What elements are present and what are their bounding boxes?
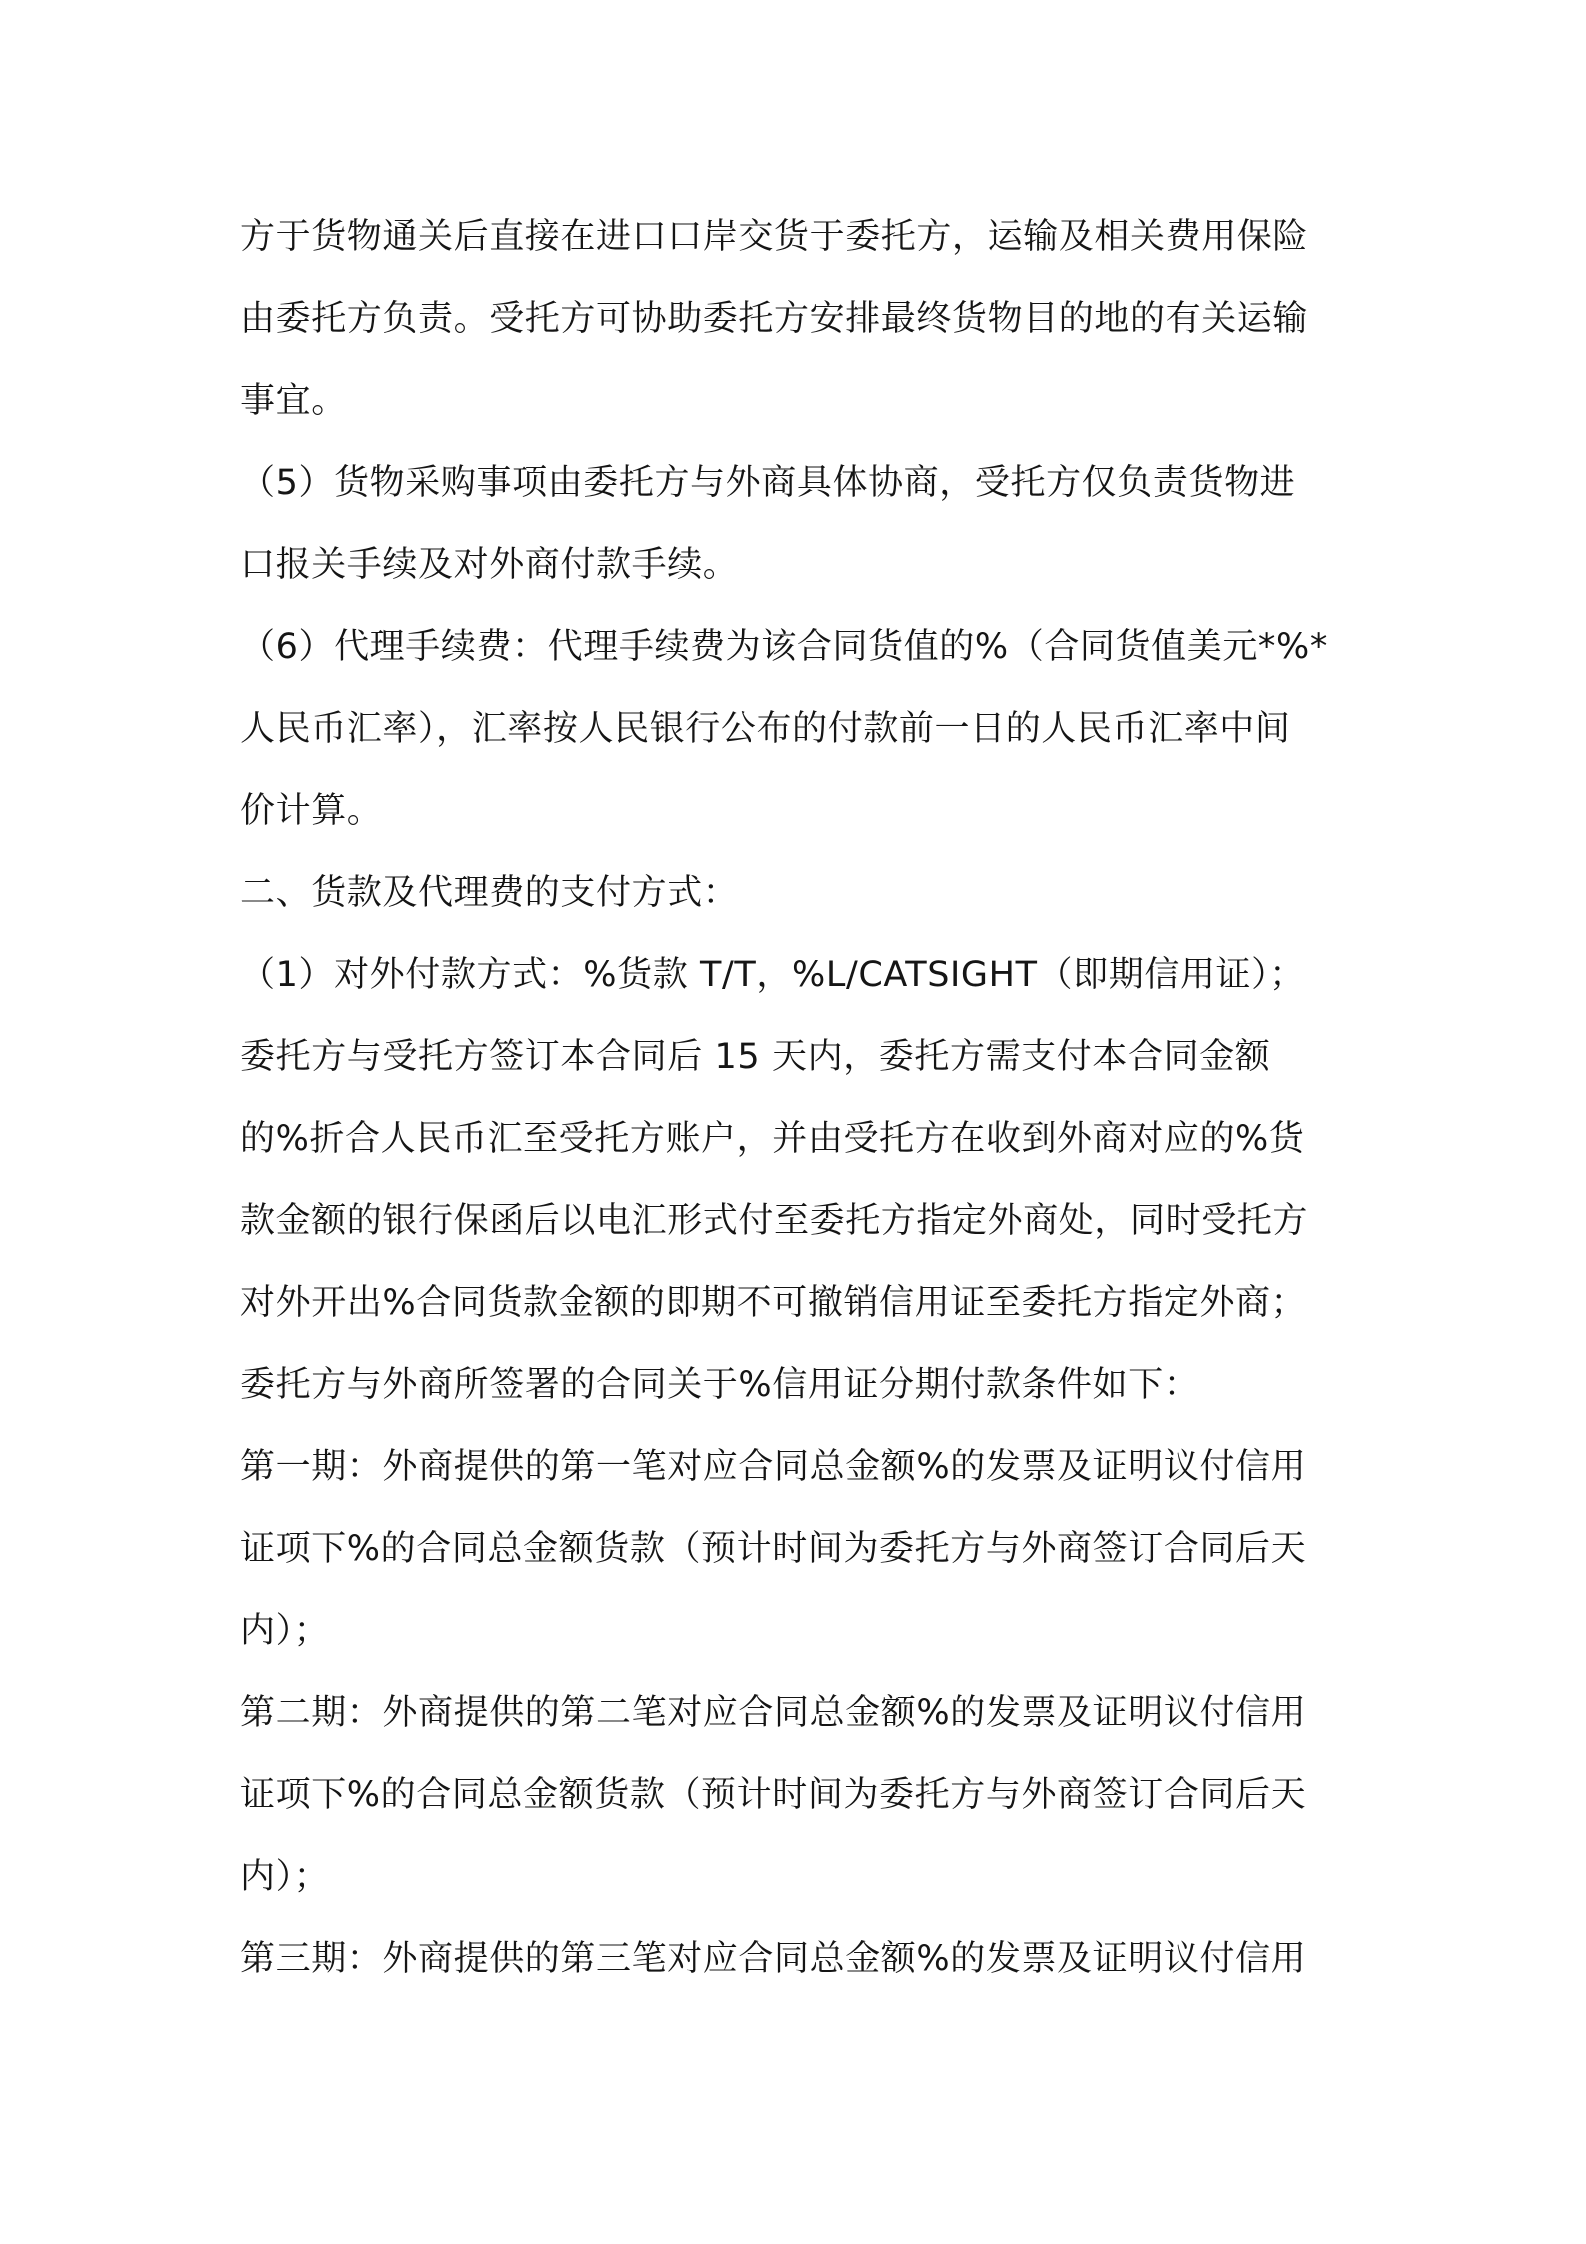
text-line: 对外开出%合同货款金额的即期不可撤销信用证至委托方指定外商； <box>240 1283 1307 1323</box>
section-heading: 二、货款及代理费的支付方式： <box>240 873 739 913</box>
text-line: 内）； <box>240 1611 330 1651</box>
text-line: 第一期：外商提供的第一笔对应合同总金额%的发票及证明议付信用 <box>240 1447 1307 1487</box>
text-line: 的%折合人民币汇至受托方账户，并由受托方在收到外商对应的%货 <box>240 1119 1305 1159</box>
text-line: 款金额的银行保函后以电汇形式付至委托方指定外商处，同时受托方 <box>240 1201 1309 1241</box>
text-line: 事宜。 <box>240 381 347 421</box>
text-line: 委托方与外商所签署的合同关于%信用证分期付款条件如下： <box>240 1365 1200 1405</box>
text-line: 价计算。 <box>240 791 383 831</box>
text-line: （6）代理手续费：代理手续费为该合同货值的%（合同货值美元*%* <box>240 627 1328 667</box>
text-line: 内）； <box>240 1857 330 1897</box>
text-line: （1）对外付款方式：%货款 T/T，%L/CATSIGHT（即期信用证）； <box>240 955 1305 995</box>
text-line: 第三期：外商提供的第三笔对应合同总金额%的发票及证明议付信用 <box>240 1939 1307 1979</box>
text-line: 方于货物通关后直接在进口口岸交货于委托方，运输及相关费用保险 <box>240 217 1309 257</box>
text-line: （5）货物采购事项由委托方与外商具体协商，受托方仅负责货物进 <box>240 463 1296 503</box>
text-line: 证项下%的合同总金额货款（预计时间为委托方与外商签订合同后天 <box>240 1529 1307 1569</box>
document-body <box>240 196 1360 2000</box>
text-line: 证项下%的合同总金额货款（预计时间为委托方与外商签订合同后天 <box>240 1775 1307 1815</box>
text-line: 口报关手续及对外商付款手续。 <box>240 545 739 585</box>
text-line: 由委托方负责。受托方可协助委托方安排最终货物目的地的有关运输 <box>240 299 1309 339</box>
text-line: 人民币汇率），汇率按人民银行公布的付款前一日的人民币汇率中间 <box>240 709 1291 749</box>
text-line: 委托方与受托方签订本合同后 15 天内，委托方需支付本合同金额 <box>240 1037 1271 1077</box>
text-line: 第二期：外商提供的第二笔对应合同总金额%的发票及证明议付信用 <box>240 1693 1307 1733</box>
